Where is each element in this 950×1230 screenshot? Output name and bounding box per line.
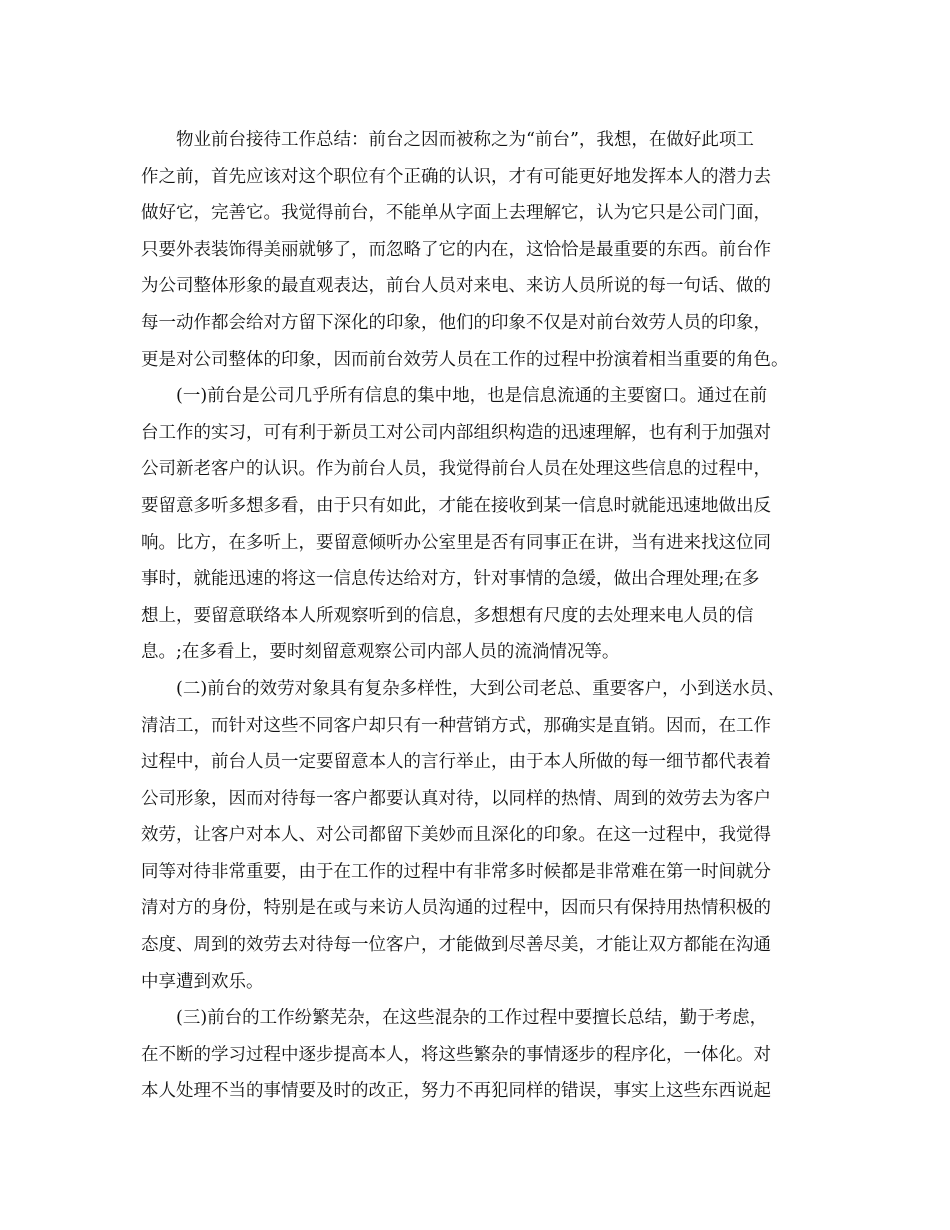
text-line: (一)前台是公司几乎所有信息的集中地，也是信息流通的主要窗口。通过在前 xyxy=(141,386,768,407)
text-line: 事时，就能迅速的将这一信息传达给对方，针对事情的急缓，做出合理处理;在多 xyxy=(141,569,760,590)
text-line: 效劳，让客户对本人、对公司都留下美妙而且深化的印象。在这一过程中，我觉得 xyxy=(141,825,771,846)
text-line: 为公司整体形象的最直观表达，前台人员对来电、来访人员所说的每一句话、做的 xyxy=(141,276,771,297)
text-line: 态度、周到的效劳去对待每一位客户，才能做到尽善尽美，才能让双方都能在沟通 xyxy=(141,935,771,956)
text-line: 过程中，前台人员一定要留意本人的言行举止，由于本人所做的每一细节都代表着 xyxy=(141,752,771,773)
text-line: 公司新老客户的认识。作为前台人员，我觉得前台人员在处理这些信息的过程中， xyxy=(141,459,771,480)
text-line: 台工作的实习，可有利于新员工对公司内部组织构造的迅速理解，也有利于加强对 xyxy=(141,422,771,443)
text-line: (三)前台的工作纷繁芜杂，在这些混杂的工作过程中要擅长总结，勤于考虑， xyxy=(141,1008,768,1029)
text-line: 清洁工，而针对这些不同客户却只有一种营销方式，那确实是直销。因而，在工作 xyxy=(141,715,771,736)
text-line: 响。比方，在多听上，要留意倾听办公室里是否有同事正在讲，当有进来找这位同 xyxy=(141,532,771,553)
text-line: 作之前，首先应该对这个职位有个正确的认识，才有可能更好地发挥本人的潜力去 xyxy=(141,166,771,187)
text-line: 更是对公司整体的印象，因而前台效劳人员在工作的过程中扮演着相当重要的角色。 xyxy=(141,349,789,370)
text-line: 要留意多听多想多看，由于只有如此，才能在接收到某一信息时就能迅速地做出反 xyxy=(141,495,771,516)
text-line: (二)前台的效劳对象具有复杂多样性，大到公司老总、重要客户，小到送水员、 xyxy=(141,678,785,699)
text-line: 中享遭到欢乐。 xyxy=(141,971,264,992)
text-line: 公司形象，因而对待每一客户都要认真对待，以同样的热情、周到的效劳去为客户 xyxy=(141,788,771,809)
paragraph-section-2 xyxy=(141,671,813,1000)
text-line: 只要外表装饰得美丽就够了，而忽略了它的内在，这恰恰是最重要的东西。前台作 xyxy=(141,239,771,260)
text-line: 本人处理不当的事情要及时的改正，努力不再犯同样的错误，事实上这些东西说起 xyxy=(141,1081,771,1102)
paragraph-intro xyxy=(141,122,813,378)
text-line: 想上，要留意联络本人所观察听到的信息，多想想有尺度的去处理来电人员的信 xyxy=(141,605,754,626)
text-line: 做好它，完善它。我觉得前台，不能单从字面上去理解它，认为它只是公司门面， xyxy=(141,203,771,224)
text-line: 同等对待非常重要，由于在工作的过程中有非常多时候都是非常难在第一时间就分 xyxy=(141,861,771,882)
document-body xyxy=(141,122,813,1110)
text-line: 物业前台接待工作总结：前台之因而被称之为“前台”，我想，在做好此项工 xyxy=(141,130,754,150)
text-line: 每一动作都会给对方留下深化的印象，他们的印象不仅是对前台效劳人员的印象， xyxy=(141,312,771,333)
paragraph-section-3 xyxy=(141,1000,813,1110)
text-line: 在不断的学习过程中逐步提高本人，将这些繁杂的事情逐步的程序化，一体化。对 xyxy=(141,1044,771,1065)
text-line: 清对方的身份，特别是在或与来访人员沟通的过程中，因而只有保持用热情积极的 xyxy=(141,898,771,919)
paragraph-section-1 xyxy=(141,378,813,671)
text-line: 息。;在多看上，要时刻留意观察公司内部人员的流淌情况等。 xyxy=(141,642,620,663)
